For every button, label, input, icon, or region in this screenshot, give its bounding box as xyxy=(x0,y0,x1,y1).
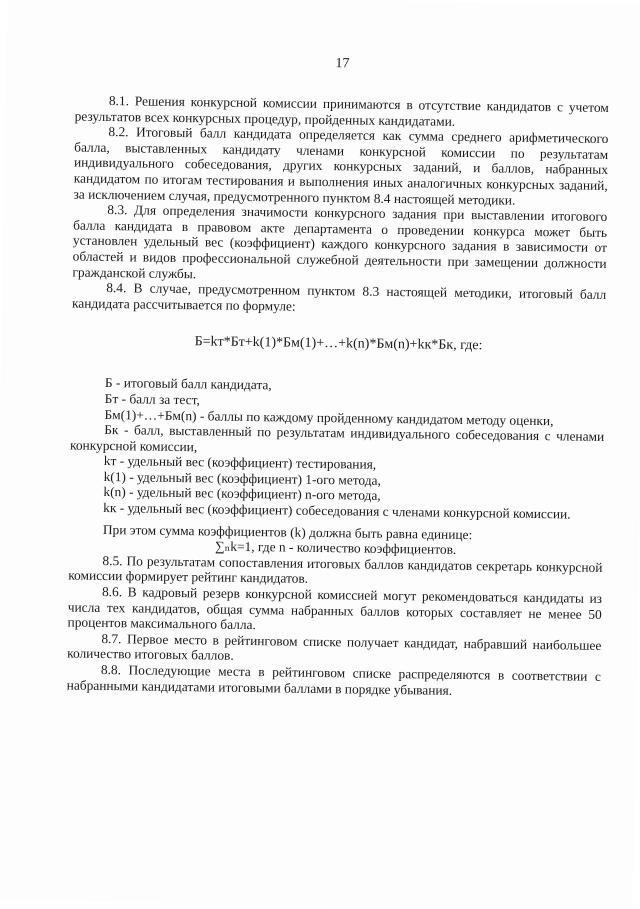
sum-formula: ∑ₙk=1, где n - количество коэффициентов. xyxy=(214,538,457,558)
paragraph-8-2: 8.2. Итоговый балл кандидата определяется как сумма среднего арифметического балла, выставленных кандидату членами конкурсной комиссии по результатам индивидуального собеседования, других конкурсных заданий, и баллов, набранных кандидатом по итогам тестирования и выполнения иных аналогичных конкурсных заданий, за исключением случая, предусмотренного пунктом 8.4 настоящей методики. xyxy=(73,124,609,208)
definition-item: k(1) - удельный вес (коэффициент) 1-ого метода, xyxy=(103,468,381,488)
definition-item: Бк - балл, выставленный по результатам индивидуального собеседования с членами конкурсной комиссии, xyxy=(69,422,605,454)
definition-item: Бм(1)+…+Бм(n) - баллы по каждому пройденному кандидатом методу оценки, xyxy=(104,406,554,428)
sum-intro: При этом сумма коэффициентов (k) должна быть равна единице: xyxy=(102,521,473,542)
definition-item: Бт - балл за тест, xyxy=(104,390,200,408)
score-formula: Б=kт*Бт+k(1)*Бм(1)+…+k(n)*Бм(n)+kк*Бк, где: xyxy=(194,334,483,354)
paragraph-8-1: 8.1. Решения конкурсной комиссии принимаются в отсутствие кандидатов с учетом результатов всех конкурсных процедур, пройденных кандидатами. xyxy=(74,93,609,129)
paragraph-8-7: 8.7. Первое место в рейтинговом списке получает кандидат, набравший наибольшее количество итоговых баллов. xyxy=(67,630,602,664)
paragraph-8-5: 8.5. По результатам сопоставления итоговых баллов кандидатов секретарь конкурсной комиссии формирует рейтинг кандидатов. xyxy=(68,552,603,587)
paragraph-8-4: 8.4. В случае, предусмотренном пунктом 8.3 настоящей методики, итоговый балл кандидата рассчитывается по формуле: xyxy=(71,280,607,314)
page-number: 17 xyxy=(335,56,350,72)
definition-item: Б - итоговый балл кандидата, xyxy=(104,375,272,393)
definition-item: k(n) - удельный вес (коэффициент) n-ого метода, xyxy=(103,484,381,504)
definition-item: kк - удельный вес (коэффициент) собеседования с членами конкурсной комиссии. xyxy=(103,500,571,522)
paragraph-8-6: 8.6. В кадровый резерв конкурсной комиссией могут рекомендоваться кандидаты из числа тех кандидатов, общая сумма набранных баллов которых составляет не менее 50 процентов максимального балла. xyxy=(67,584,603,633)
paragraph-8-3: 8.3. Для определения значимости конкурсного задания при выставлении итогового балла кандидата в правовом акте департамента о проведении конкурса может быть установлен удельный вес (коэффициент) каждого конкурсного задания в зависимости от областей и видов профессиональной служебной деятельности при замещении должности гражданской службы. xyxy=(72,202,608,281)
paragraph-8-8: 8.8. Последующие места в рейтинговом списке распределяются в соответствии с набранными кандидатами итоговыми баллами в порядке убывания. xyxy=(66,661,602,698)
definition-item: kт - удельный вес (коэффициент) тестирования, xyxy=(103,453,377,473)
